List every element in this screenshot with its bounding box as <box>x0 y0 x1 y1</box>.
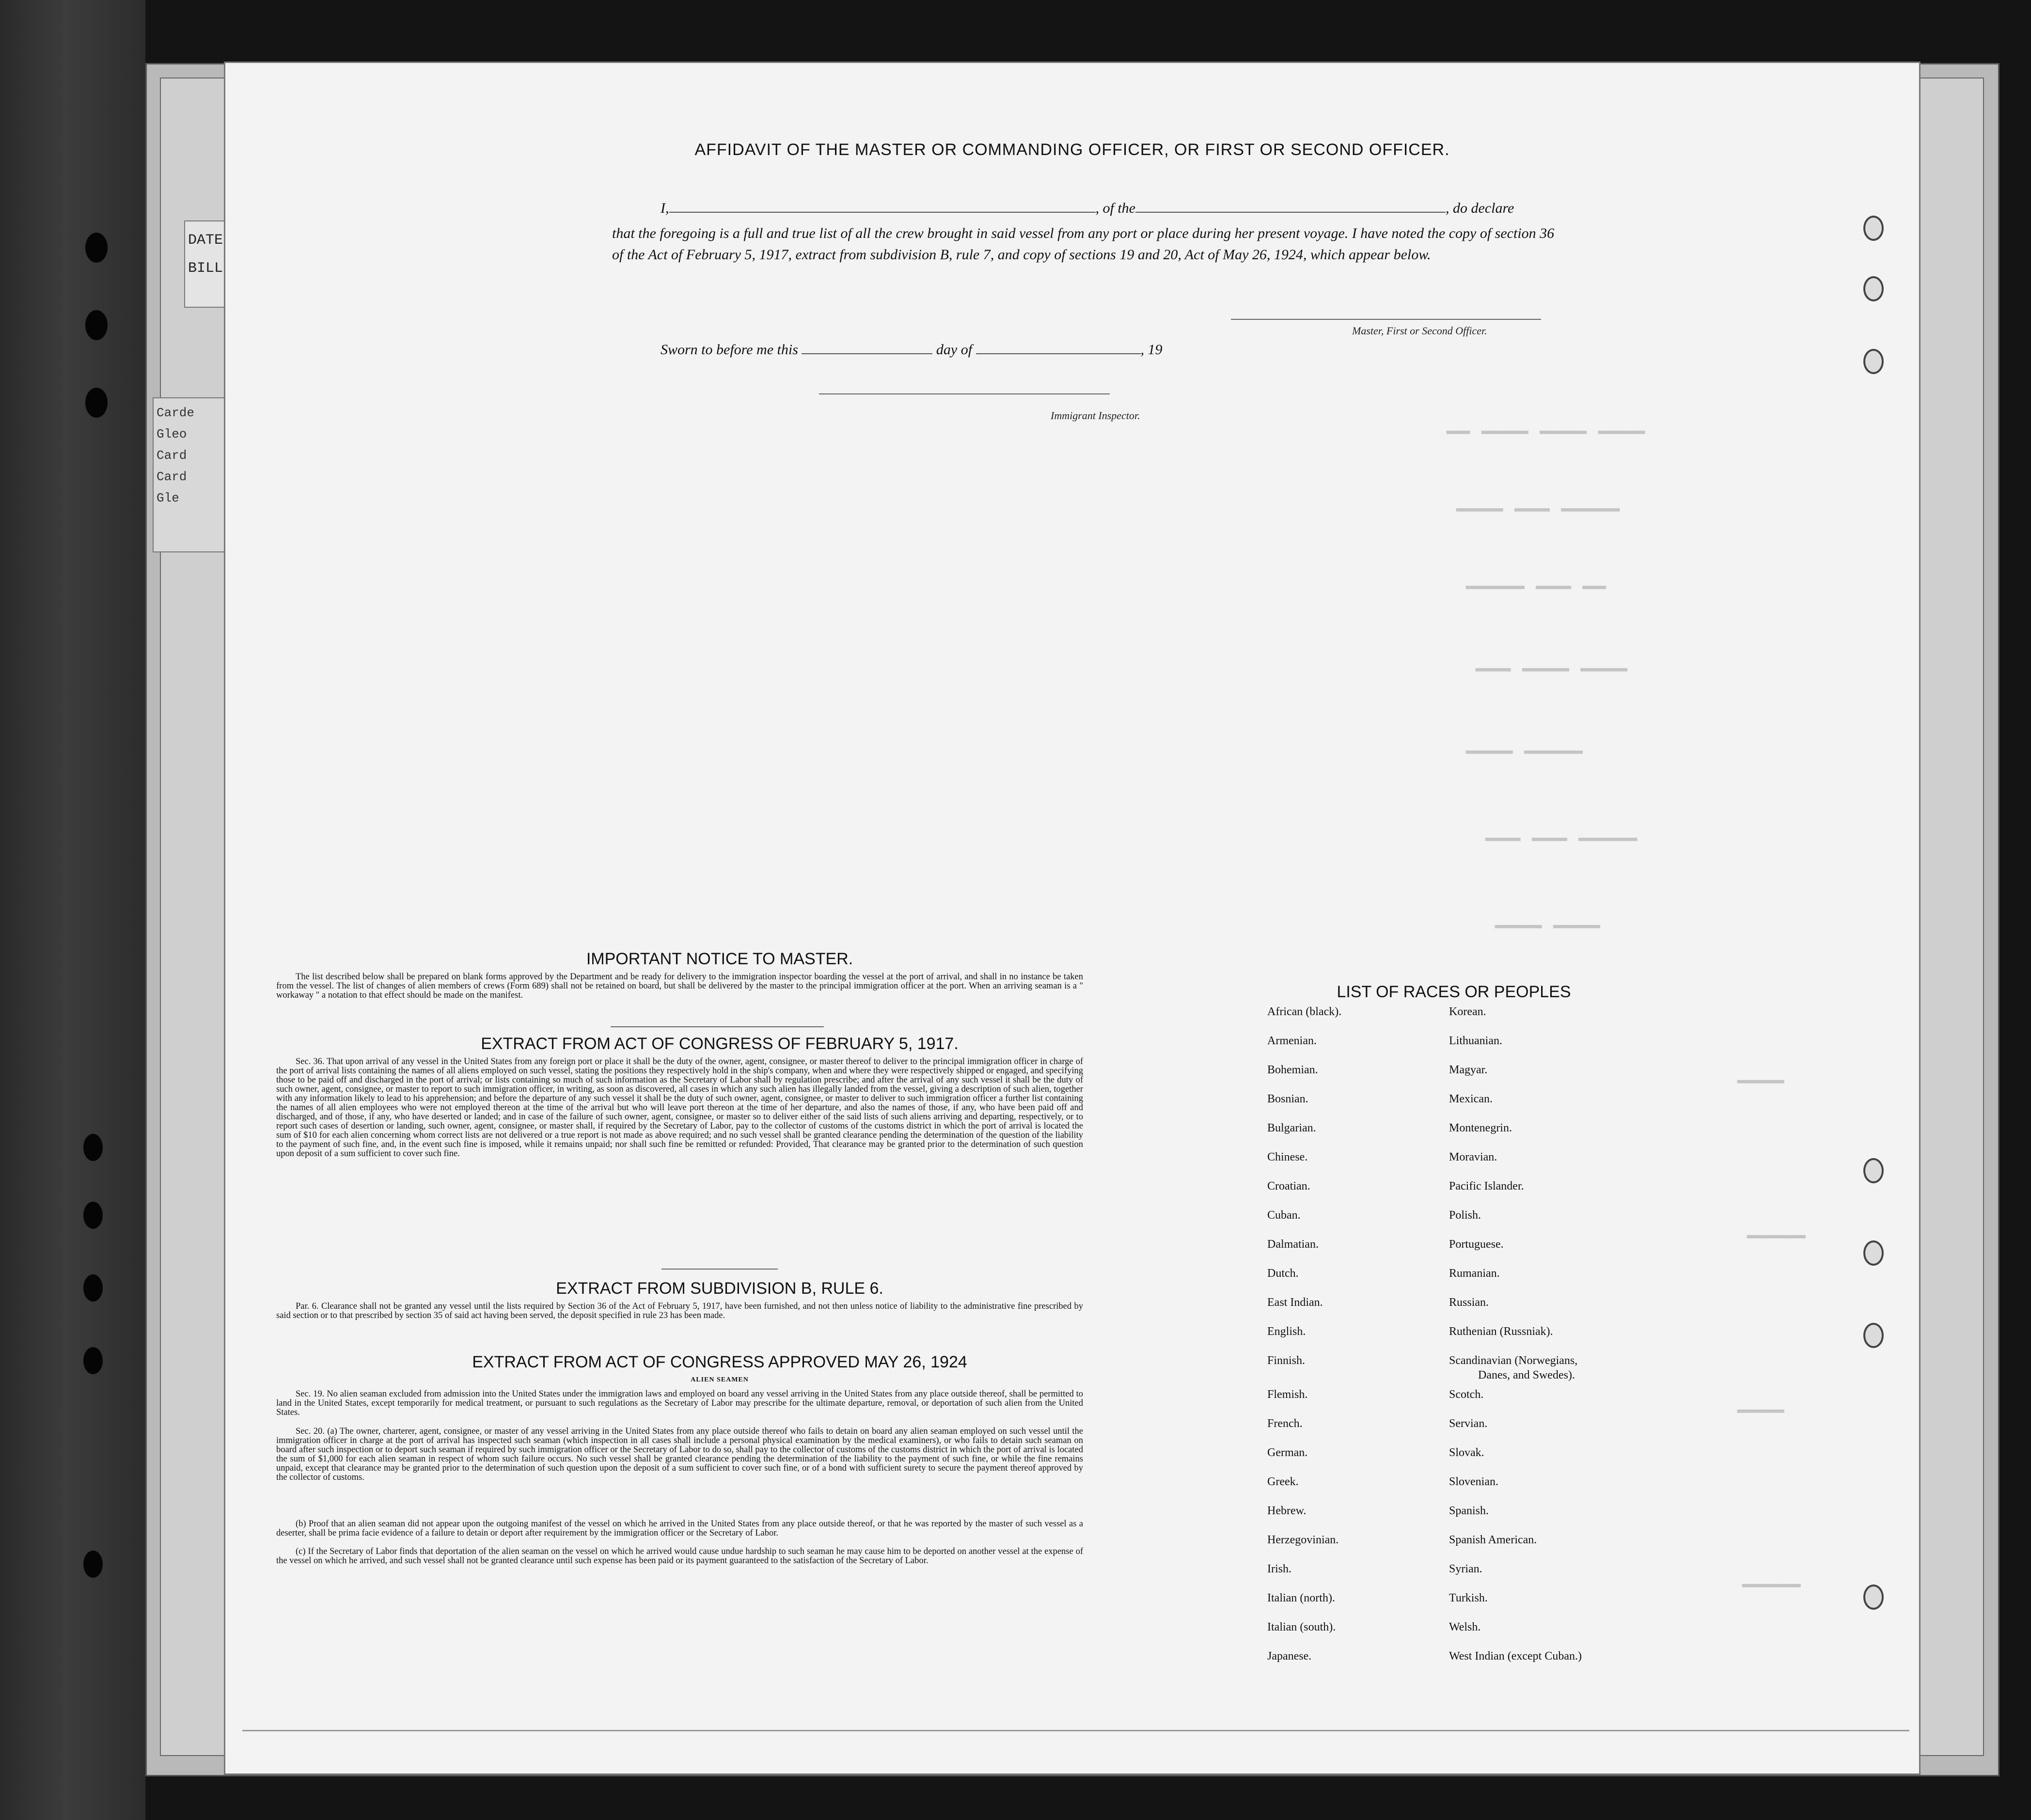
race-item: Servian. <box>1449 1417 1488 1430</box>
race-item: French. <box>1267 1417 1303 1430</box>
race-item: Chinese. <box>1267 1151 1308 1163</box>
extract-1924-subtitle: ALIEN SEAMEN <box>691 1376 749 1383</box>
race-item: Portuguese. <box>1449 1238 1504 1251</box>
page-punch-hole <box>1863 1585 1884 1610</box>
side-card-line: Gle <box>157 491 179 505</box>
sworn-day-blank[interactable] <box>802 353 932 354</box>
binder-hole <box>83 1202 103 1229</box>
extract-1924-sec19: Sec. 19. No alien seaman excluded from admission into the United States under the immigration laws and employed on board any vessel arriving in the United States from any place outside thereof, shall be permitted to land in the United States, except temporarily for medical treatment, or pursuant to such regulations as the Secretary of Labor may prescribe for the ultimate departure, removal, or deportation of such alien from the United States. <box>276 1389 1083 1417</box>
affidavit-paragraph: that the foregoing is a full and true list of all the crew brought in said vessel from any port or place during her present voyage. I have noted the copy of section 36 of the Act of February 5, 1917, extract from subdivision B, rule 7, and copy of sections 19 and 20, Act of May 26, 1924, which appear below. <box>612 225 1555 263</box>
race-item: Slovak. <box>1449 1446 1484 1459</box>
affidavit-title: AFFIDAVIT OF THE MASTER OR COMMANDING OFFICER, OR FIRST OR SECOND OFFICER. <box>694 141 1450 159</box>
tab-stub-line: DATE <box>188 232 223 249</box>
affidavit-declaration-line <box>661 200 1514 217</box>
document-page <box>225 63 1919 1773</box>
binder-hole <box>83 1551 103 1578</box>
race-item: Italian (south). <box>1267 1621 1336 1633</box>
master-signature-label: Master, First or Second Officer. <box>1352 325 1487 337</box>
bleed-through-mark: ━━━━━ <box>1747 1228 1806 1250</box>
page-punch-hole <box>1863 1240 1884 1266</box>
master-signature-line[interactable] <box>1231 319 1541 320</box>
name-blank[interactable] <box>669 212 1096 213</box>
sworn-month-blank[interactable] <box>976 353 1141 354</box>
section-divider <box>661 1269 778 1270</box>
race-item: Italian (north). <box>1267 1592 1335 1604</box>
page-punch-hole <box>1863 349 1884 374</box>
race-item: Bosnian. <box>1267 1093 1308 1105</box>
race-item: Greek. <box>1267 1475 1299 1488</box>
race-item: Moravian. <box>1449 1151 1497 1163</box>
extract-1917-body: Sec. 36. That upon arrival of any vessel in the United States from any foreign port or place it shall be the duty of the owner, agent, consignee, or master thereof to deliver to the principal immigration officer in charge of the port of arrival lists containing the names of all aliens employed on such vessel, stating the positions they respectively hold in the ship's company, when and where they were respectively shipped or engaged, and specifying those to be paid off and discharged in the port of arrival; or lists containing so much of such information as the Secretary of Labor shall by regulation prescribe; and after the arrival of any such vessel it shall be the duty of such owner, agent, consignee, or master to report to such immigration officer, in writing, as soon as discovered, all cases in which any such alien has illegally landed from the vessel, giving a description of such alien, together with any information likely to lead to his apprehension; and before the departure of any such vessel it shall be the duty of such owner, agent, consignee, or master to deliver to such immigration officer a further list containing the names of all alien employees who were not employed thereon at the time of the arrival but who will leave port thereon at the time of her departure, and also the names of those, if any, who have been paid off and discharged, and of those, if any, who have deserted or landed; and in case of the failure of such owner, agent, consignee, or master so to deliver either of the said lists of such aliens arriving and departing, respectively, or to report such cases of desertion or landing, such owner, agent, consignee, or master shall, if required by the Secretary of Labor, pay to the collector of customs of the customs district in which the port of arrival is located the sum of $10 for each alien concerning whom correct lists are not delivered or a true report is not made as above required; and no such vessel shall be granted clearance pending the determination of the question of the liability to the payment of such fine, and, in the event such fine is imposed, while it remains unpaid; nor shall such fine be remitted or refunded: Provided, That clearance may be granted prior to the determination of such question upon deposit of a sum sufficient to cover such fine. <box>276 1057 1083 1159</box>
race-item: Herzegovinian. <box>1267 1534 1339 1546</box>
race-item: Polish. <box>1449 1209 1481 1222</box>
page-bottom-edge <box>242 1730 1909 1731</box>
race-item: German. <box>1267 1446 1308 1459</box>
tab-stub-line: BILL <box>188 260 223 277</box>
side-card-line: Gleo <box>157 427 187 441</box>
bleed-through-mark: ━━━━━ ━━━ ━━ <box>1466 579 1606 600</box>
race-item: Russian. <box>1449 1296 1489 1309</box>
race-item: Dutch. <box>1267 1267 1299 1280</box>
bleed-through-mark: ━━━ ━━━━ ━━━━ <box>1476 661 1627 683</box>
race-item: Spanish American. <box>1449 1534 1537 1546</box>
binder-hole <box>85 233 108 263</box>
side-card-line: Card <box>157 448 187 463</box>
race-item: East Indian. <box>1267 1296 1323 1309</box>
race-item: Finnish. <box>1267 1354 1306 1367</box>
affidavit-i-label: I, <box>661 200 669 216</box>
extract-1924-title: EXTRACT FROM ACT OF CONGRESS APPROVED MAY 26, 1924 <box>472 1353 967 1371</box>
binder-hole <box>83 1347 103 1374</box>
extract-1924-sec20a: Sec. 20. (a) The owner, charterer, agent, consignee, or master of any vessel arriving in the United States from any place outside thereof who fails to detain on board any alien seaman employed on such vessel until the immigration officer in charge at the port of arrival has inspected such seaman (which inspection in all cases shall include a personal physical examination by the medical examiners), or who fails to detain such seaman on board after such inspection or to deport such seaman if required by such immigration officer or the Secretary of Labor to do so, shall pay to the collector of customs of the customs district in which the port of arrival is located the sum of $1,000 for each alien seaman in respect of whom such failure occurs. No such vessel shall be granted clearance pending the determination of the liability to the payment of such fine, or while the fine remains unpaid, except that clearance may be granted prior to the determination of such question upon the deposit of a sum sufficient to cover such fine, or of a bond with sufficient surety to secure the payment thereof approved by the collector of customs. <box>276 1427 1083 1482</box>
sworn-year-label: , 19 <box>1140 342 1163 358</box>
race-item: Magyar. <box>1449 1064 1488 1076</box>
race-item: Ruthenian (Russniak). <box>1449 1325 1553 1338</box>
binder-hole <box>83 1134 103 1161</box>
binder-hole <box>85 388 108 418</box>
section-divider <box>611 1026 824 1027</box>
binder-hole <box>83 1274 103 1302</box>
extract-1924-sec20b: (b) Proof that an alien seaman did not appear upon the outgoing manifest of the vessel on which he arrived in the United States from any place outside thereof, or that he was reported by the master of such vessel as a deserter, shall be prima facie evidence of a failure to detain or deport after requirement by the immigration officer or the Secretary of Labor. <box>276 1519 1083 1538</box>
race-item: African (black). <box>1267 1005 1342 1018</box>
bleed-through-mark: ━━━━━ <box>1742 1577 1801 1599</box>
side-card-line: Card <box>157 470 187 484</box>
race-item: Croatian. <box>1267 1180 1310 1192</box>
race-item: Scandinavian (Norwegians, <box>1449 1354 1578 1367</box>
race-item: Armenian. <box>1267 1035 1317 1047</box>
page-punch-hole <box>1863 1158 1884 1183</box>
vessel-blank[interactable] <box>1135 212 1446 213</box>
race-item: Mexican. <box>1449 1093 1493 1105</box>
sworn-prefix: Sworn to before me this <box>661 342 798 358</box>
binder-hole <box>85 310 108 340</box>
race-item: Japanese. <box>1267 1650 1312 1663</box>
extract-rule6-title: EXTRACT FROM SUBDIVISION B, RULE 6. <box>556 1279 883 1298</box>
inspector-signature-line[interactable] <box>819 393 1110 394</box>
race-item: West Indian (except Cuban.) <box>1449 1650 1582 1663</box>
race-item: Korean. <box>1449 1005 1486 1018</box>
bleed-through-mark: ━━━━ ━━━━ <box>1495 918 1600 940</box>
bleed-through-mark: ━━━━ <box>1737 1402 1784 1424</box>
bleed-through-mark: ━━ ━━━━ ━━━━ ━━━━ <box>1447 424 1645 445</box>
page-punch-hole <box>1863 276 1884 301</box>
inspector-signature-label: Immigrant Inspector. <box>1051 409 1140 422</box>
extract-1917-title: EXTRACT FROM ACT OF CONGRESS OF FEBRUARY 5, 1917. <box>481 1035 959 1053</box>
sworn-line <box>661 342 1163 358</box>
side-card-line: Carde <box>157 406 195 420</box>
race-item: Spanish. <box>1449 1505 1489 1517</box>
bleed-through-mark: ━━━━ ━━━ ━━━━━ <box>1456 501 1620 523</box>
race-item: Montenegrin. <box>1449 1122 1512 1134</box>
extract-1924-sec20c: (c) If the Secretary of Labor finds that deportation of the alien seaman on the vessel on which he arrived would cause undue hardship to such seaman he may cause him to be deported on another vessel at the expense of the vessel on which he arrived, and such vessel shall not be granted clearance until such expense has been paid or its payment guaranteed to the satisfaction of the Secretary of Labor. <box>276 1547 1083 1566</box>
race-item: Lithuanian. <box>1449 1035 1502 1047</box>
race-item: Rumanian. <box>1449 1267 1500 1280</box>
race-item: Welsh. <box>1449 1621 1481 1633</box>
race-item: Irish. <box>1267 1563 1291 1575</box>
race-item: Hebrew. <box>1267 1505 1307 1517</box>
race-item: Bohemian. <box>1267 1064 1318 1076</box>
notice-title: IMPORTANT NOTICE TO MASTER. <box>586 950 853 968</box>
race-item: Scotch. <box>1449 1388 1484 1401</box>
extract-rule6-body: Par. 6. Clearance shall not be granted any vessel until the lists required by Section 36 of the Act of February 5, 1917, have been furnished, and not then unless notice of liability to the administrative fine prescribed by said section or to that prescribed by section 35 of said act having been served, the deposit specified in rule 23 has been made. <box>276 1302 1083 1320</box>
races-title: LIST OF RACES OR PEOPLES <box>1337 983 1571 1001</box>
binder-strip <box>0 0 145 1820</box>
race-item: Syrian. <box>1449 1563 1482 1575</box>
bleed-through-mark: ━━━ ━━━ ━━━━━ <box>1485 831 1637 852</box>
race-item: English. <box>1267 1325 1306 1338</box>
notice-body: The list described below shall be prepared on blank forms approved by the Department and be ready for delivery to the immigration inspector boarding the vessel at the port of arrival, and shall in no instance be taken from the vessel. The list of changes of alien members of crews (Form 689) shall not be retained on board, but shall be delivered by the master to the principal immigration officer at the port. When an arriving seaman is a " workaway " a notation to that effect should be made on the manifest. <box>276 972 1083 1000</box>
bleed-through-mark: ━━━━ <box>1737 1073 1784 1095</box>
race-item: Flemish. <box>1267 1388 1308 1401</box>
race-item: Pacific Islander. <box>1449 1180 1524 1192</box>
side-card-stub <box>153 397 225 552</box>
race-item: Turkish. <box>1449 1592 1488 1604</box>
race-item: Dalmatian. <box>1267 1238 1319 1251</box>
race-item: Slovenian. <box>1449 1475 1498 1488</box>
affidavit-declare-label: , do declare <box>1446 200 1514 216</box>
race-item: Bulgarian. <box>1267 1122 1316 1134</box>
affidavit-of-the-label: , of the <box>1095 200 1135 216</box>
bleed-through-mark: ━━━━ ━━━━━ <box>1466 743 1583 765</box>
page-punch-hole <box>1863 1323 1884 1348</box>
race-item: Danes, and Swedes). <box>1478 1369 1575 1381</box>
sworn-day-of: day of <box>936 342 973 358</box>
page-punch-hole <box>1863 216 1884 241</box>
race-item: Cuban. <box>1267 1209 1301 1222</box>
